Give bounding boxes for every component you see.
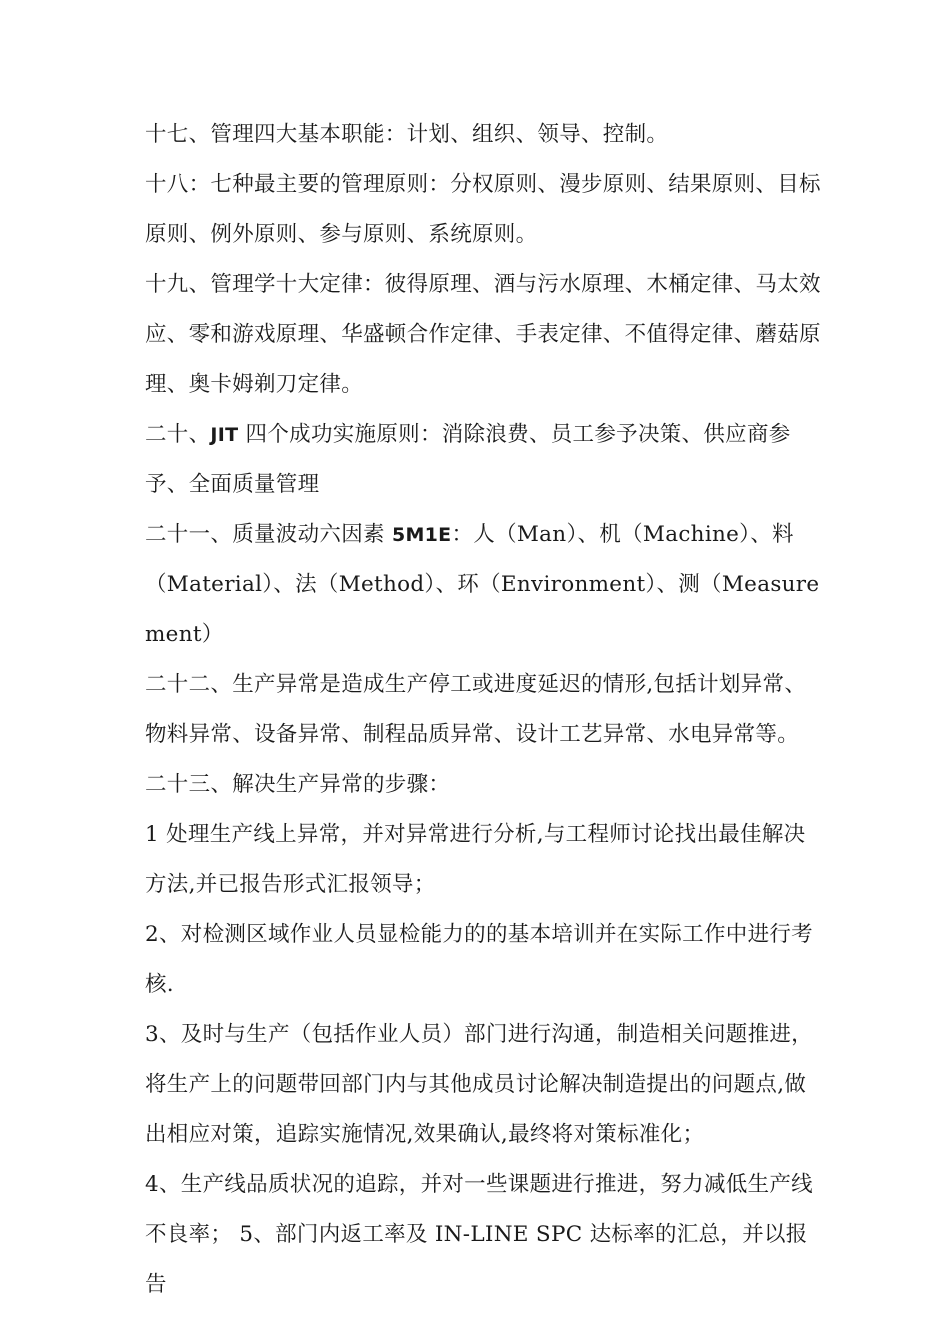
- paragraph-21-prefix: 二十一、质量波动六因素: [145, 522, 392, 547]
- 5m1e-term: 5M1E: [391, 524, 452, 546]
- paragraph-20: [145, 410, 825, 510]
- paragraph-18: 十八：七种最主要的管理原则：分权原则、漫步原则、结果原则、目标原则、例外原则、参与原则、系统原则。: [145, 172, 821, 247]
- paragraph-21: [145, 510, 825, 660]
- paragraph-21-text: ：人（Man）、机（Machine）、料（Material）、法（Method）、环（Environment）、测（Measurement）: [145, 522, 820, 647]
- step-1: 1 处理生产线上异常，并对异常进行分析,与工程师讨论找出最佳解决方法,并已报告形式汇报领导；: [145, 822, 806, 897]
- paragraph-20-prefix: 二十、: [145, 422, 211, 447]
- paragraph-17: 十七、管理四大基本职能：计划、组织、领导、控制。: [145, 122, 669, 147]
- step-3: 3、及时与生产（包括作业人员）部门进行沟通，制造相关问题推进，将生产上的问题带回部门内与其他成员讨论解决制造提出的问题点,做出相应对策，追踪实施情况,效果确认,最终将对策标准化；: [145, 1022, 813, 1147]
- paragraph-19: 十九、管理学十大定律：彼得原理、酒与污水原理、木桶定律、马太效应、零和游戏原理、华盛顿合作定律、手表定律、不值得定律、蘑菇原理、奥卡姆剃刀定律。: [145, 272, 821, 397]
- paragraph-20-text: 四个成功实施原则：消除浪费、员工参予决策、供应商参予、全面质量管理: [145, 422, 791, 497]
- jit-term: JIT: [210, 424, 239, 446]
- step-4: 4、生产线品质状况的追踪，并对一些课题进行推进，努力减低生产线不良率； 5、部门内返工率及 IN-LINE SPC 达标率的汇总，并以报告: [145, 1172, 813, 1297]
- step-2: 2、对检测区域作业人员显检能力的的基本培训并在实际工作中进行考核.: [145, 922, 813, 997]
- paragraph-23: 二十三、解决生产异常的步骤：: [145, 772, 451, 797]
- paragraph-22: 二十二、生产异常是造成生产停工或进度延迟的情形,包括计划异常、物料异常、设备异常、制程品质异常、设计工艺异常、水电异常等。: [145, 672, 807, 747]
- document-body: [145, 110, 825, 1310]
